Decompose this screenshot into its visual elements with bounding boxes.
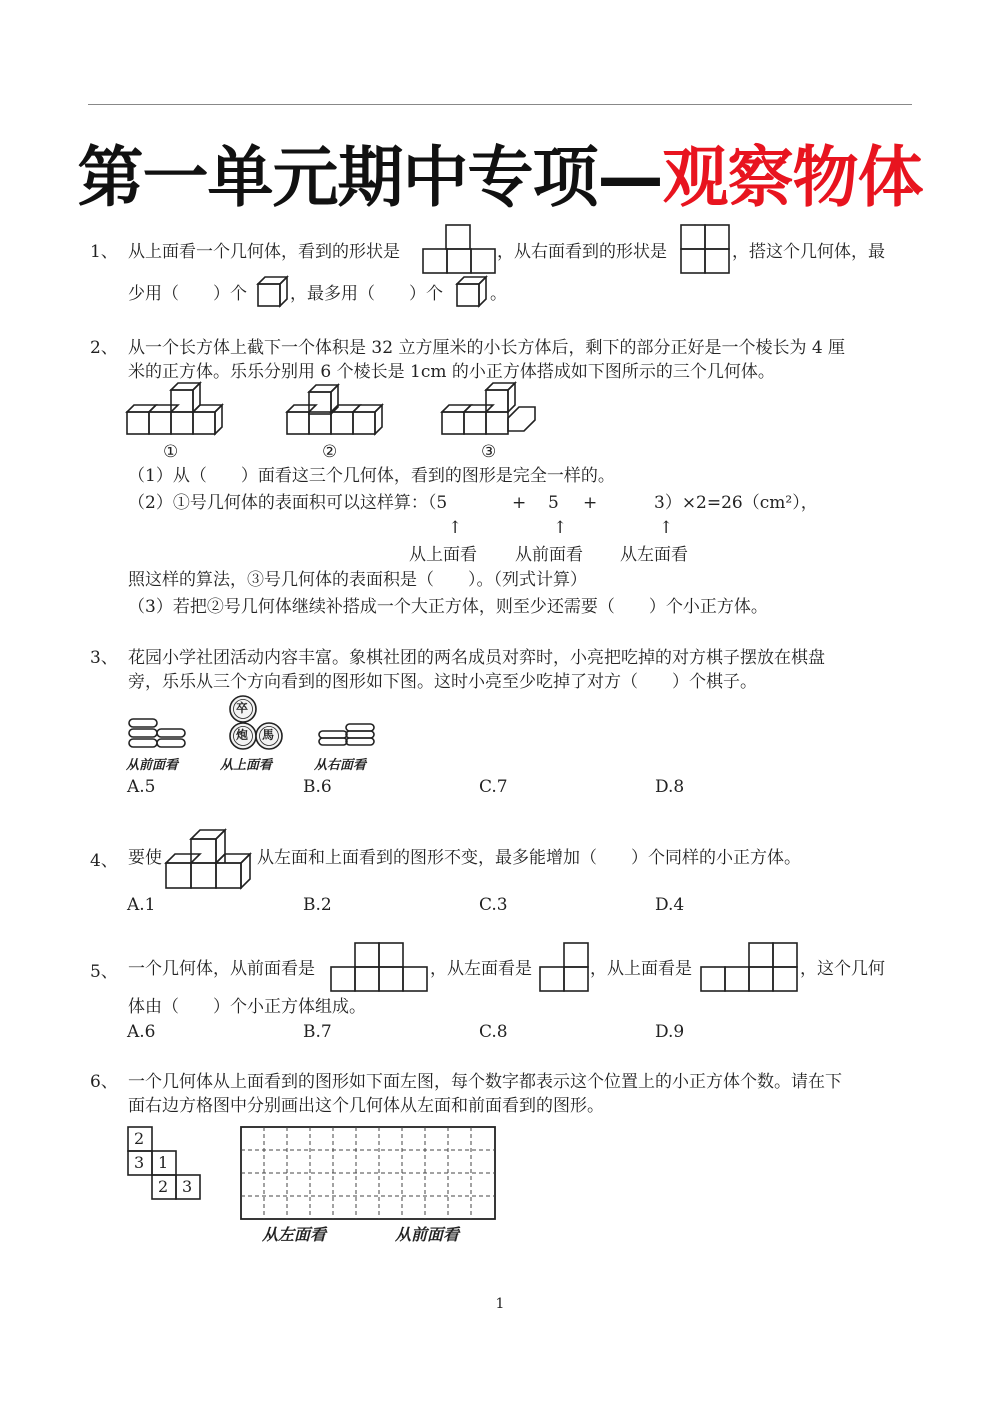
top-view-figure <box>422 224 496 274</box>
top-view-figure <box>700 942 800 992</box>
grid-number: 2 <box>134 1129 145 1148</box>
cube-icon <box>257 276 289 308</box>
question-number: 5、 <box>90 962 118 982</box>
grid-number: 3 <box>134 1153 145 1172</box>
figure-label: ① <box>163 442 179 462</box>
page-number: 1 <box>495 1296 505 1312</box>
question-text: 要使 <box>128 848 162 868</box>
chess-piece-horse: 馬 <box>262 728 275 742</box>
sub-question-2: （2）①号几何体的表面积可以这样算：（5 <box>128 493 448 513</box>
drawing-grid[interactable] <box>240 1126 496 1220</box>
option-d[interactable]: D.4 <box>655 895 685 915</box>
value-front: 5 <box>548 493 559 513</box>
right-view-pieces <box>318 723 376 747</box>
option-d[interactable]: D.8 <box>655 777 685 797</box>
option-c[interactable]: C.3 <box>479 895 508 915</box>
question-number: 6、 <box>90 1072 118 1092</box>
caption-front: 从前面看 <box>395 1225 460 1244</box>
up-arrow-icon: ↑ <box>448 518 463 538</box>
question-text: 从上面看一个几何体，看到的形状是 <box>128 242 400 262</box>
question-text: ，这个几何 <box>800 959 885 979</box>
grid-number: 3 <box>182 1177 193 1196</box>
figure-label: ② <box>322 442 338 462</box>
option-b[interactable]: B.7 <box>303 1022 332 1042</box>
left-view-figure <box>539 942 589 992</box>
sub-question-1: （1）从（ ）面看这三个几何体，看到的图形是完全一样的。 <box>128 466 615 486</box>
view-label-top: 从上面看 <box>409 545 477 565</box>
solid-figure-2 <box>286 382 382 438</box>
chess-piece-soldier: 卒 <box>236 701 249 715</box>
option-a[interactable]: A.1 <box>127 895 156 915</box>
option-a[interactable]: A.6 <box>127 1022 156 1042</box>
caption-front: 从前面看 <box>126 758 179 773</box>
question-text: 花园小学社团活动内容丰富。象棋社团的两名成员对弈时，小亮把吃掉的对方棋子摆放在棋盘 <box>128 648 825 668</box>
question-text: 。 <box>490 284 507 304</box>
caption-right: 从右面看 <box>314 758 367 773</box>
title-main: 第一单元期中专项— <box>77 139 663 216</box>
question-text: 从一个长方体上截下一个体积是 32 立方厘米的小长方体后，剩下的部分正好是一个棱长为 4 厘 <box>128 338 846 358</box>
view-label-left: 从左面看 <box>620 545 688 565</box>
question-text: ，搭这个几何体，最 <box>732 242 885 262</box>
grid-number: 2 <box>158 1177 169 1196</box>
right-view-figure <box>680 224 730 274</box>
cube-stack-figure <box>165 824 257 890</box>
question-number: 2、 <box>90 338 118 358</box>
question-text: ，最多用（ ）个 <box>290 284 443 304</box>
solid-figure-1 <box>126 382 222 438</box>
up-arrow-icon: ↑ <box>659 518 674 538</box>
option-b[interactable]: B.2 <box>303 895 332 915</box>
plus-sign: + <box>512 493 527 513</box>
plus-sign: + <box>583 493 598 513</box>
question-text: ，从左面看是 <box>430 959 532 979</box>
question-number: 3、 <box>90 648 118 668</box>
question-text: ，从右面看到的形状是 <box>497 242 667 262</box>
top-view-pieces <box>224 694 286 752</box>
question-text: 米的正方体。乐乐分别用 6 个棱长是 1cm 的小正方体搭成如下图所示的三个几何体。 <box>128 362 775 382</box>
question-number: 4、 <box>90 851 118 871</box>
solid-figure-3 <box>441 382 537 438</box>
view-label-front: 从前面看 <box>515 545 583 565</box>
cube-icon <box>456 276 488 308</box>
option-d[interactable]: D.9 <box>655 1022 685 1042</box>
question-text: 旁，乐乐从三个方向看到的图形如下图。这时小亮至少吃掉了对方（ ）个棋子。 <box>128 672 757 692</box>
question-number: 1、 <box>90 242 118 262</box>
caption-left: 从左面看 <box>262 1225 327 1244</box>
question-text: 一个几何体从上面看到的图形如下面左图，每个数字都表示这个位置上的小正方体个数。请在下 <box>128 1072 842 1092</box>
question-text: 少用（ ）个 <box>128 284 247 304</box>
option-a[interactable]: A.5 <box>127 777 156 797</box>
front-view-figure <box>330 942 430 992</box>
question-text: 体由（ ）个小正方体组成。 <box>128 997 366 1017</box>
grid-number: 1 <box>158 1153 169 1172</box>
sub-question-3: （3）若把②号几何体继续补搭成一个大正方体，则至少还需要（ ）个小正方体。 <box>128 597 768 617</box>
sub-question-2-end: 3）×2=26（cm²）， <box>654 493 818 513</box>
caption-top: 从上面看 <box>220 758 273 773</box>
option-c[interactable]: C.8 <box>479 1022 508 1042</box>
question-text: 一个几何体，从前面看是 <box>128 959 315 979</box>
header-rule <box>88 104 912 105</box>
option-c[interactable]: C.7 <box>479 777 508 797</box>
question-text: ，从上面看是 <box>590 959 692 979</box>
page-title <box>0 138 1000 218</box>
sub-question-2-cont: 照这样的算法，③号几何体的表面积是（ ）。（列式计算） <box>128 570 587 590</box>
title-highlight: 观察物体 <box>662 139 923 216</box>
front-view-pieces <box>128 718 188 750</box>
question-text: 面右边方格图中分别画出这个几何体从左面和前面看到的图形。 <box>128 1096 604 1116</box>
figure-label: ③ <box>481 442 497 462</box>
up-arrow-icon: ↑ <box>553 518 568 538</box>
question-text: 从左面和上面看到的图形不变，最多能增加（ ）个同样的小正方体。 <box>257 848 801 868</box>
option-b[interactable]: B.6 <box>303 777 332 797</box>
chess-piece-cannon: 炮 <box>236 728 249 742</box>
